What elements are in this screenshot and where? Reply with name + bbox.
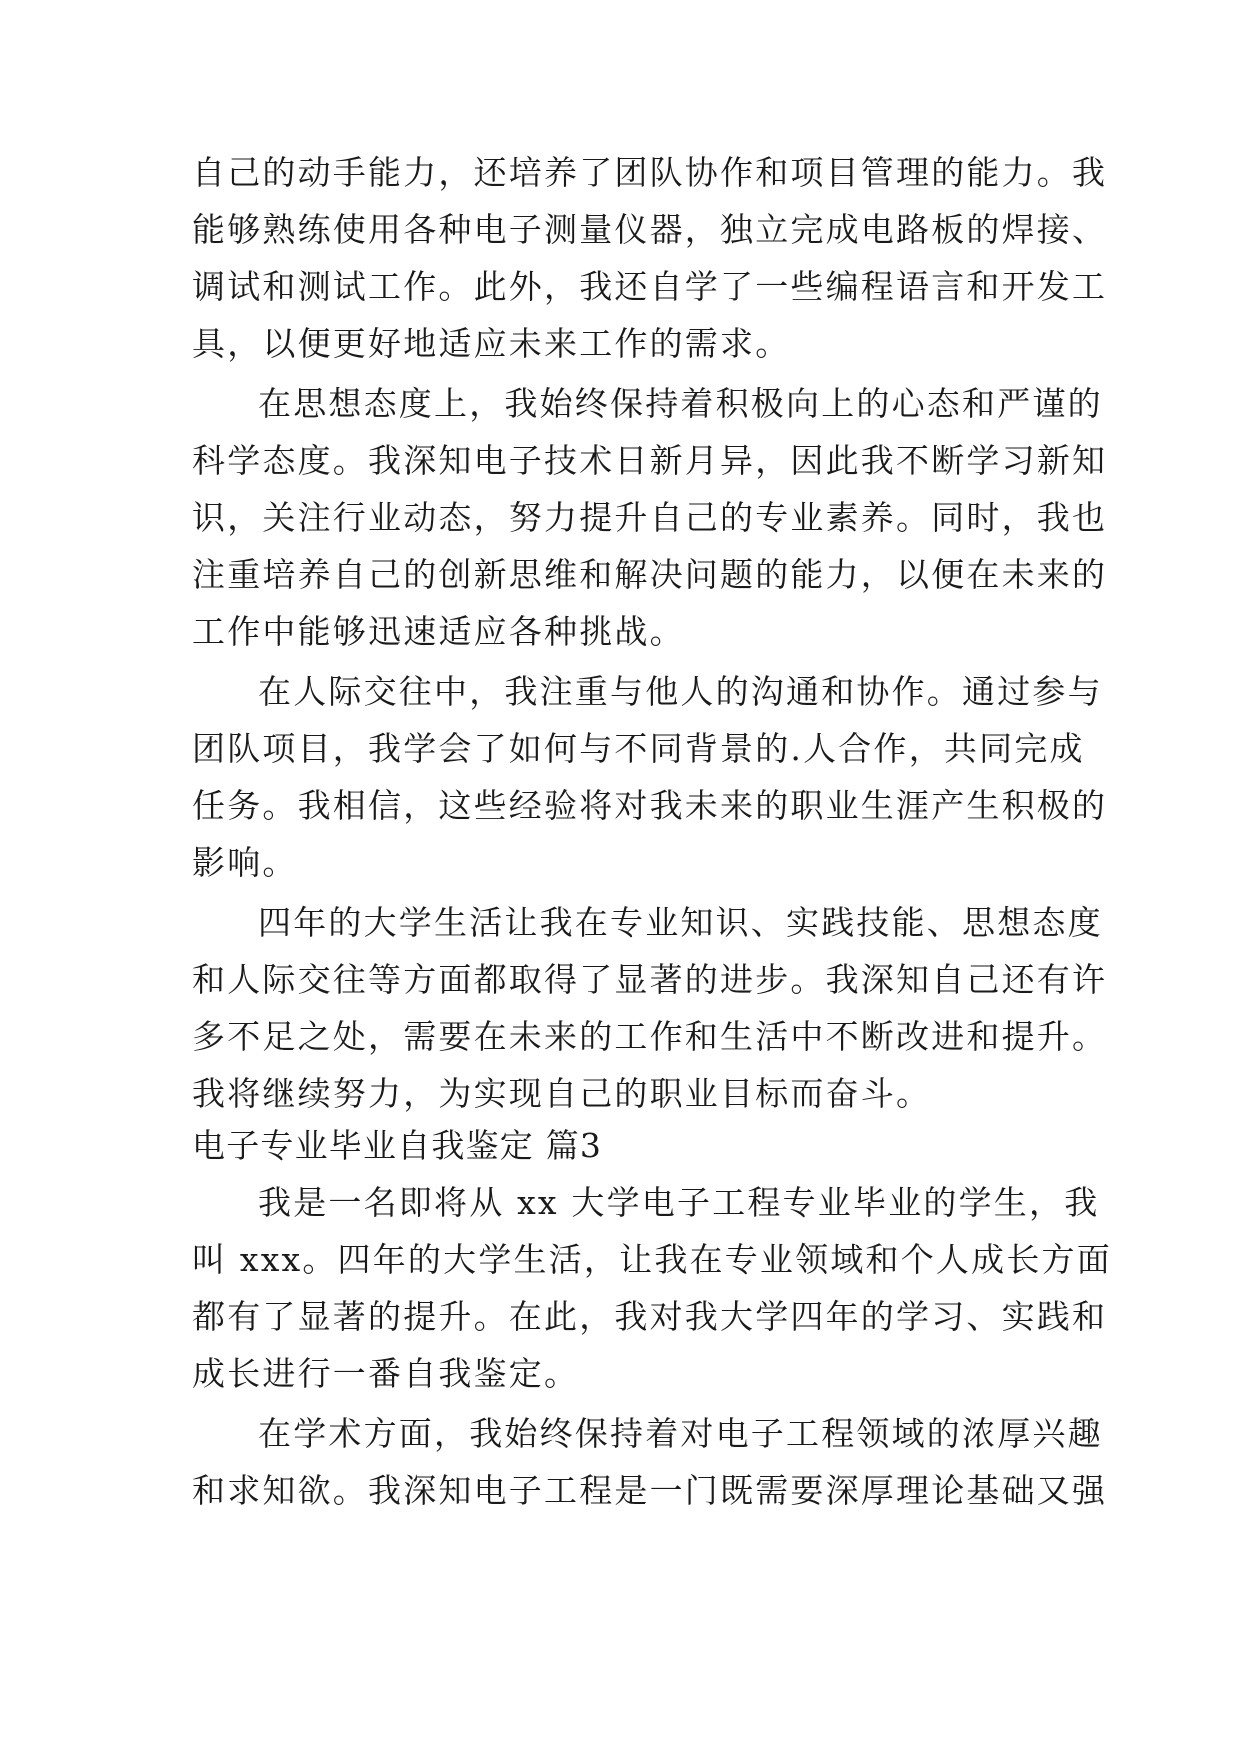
paragraph-line: 我将继续努力，为实现自己的职业目标而奋斗。 <box>192 1074 932 1113</box>
paragraph-line: 多不足之处，需要在未来的工作和生活中不断改进和提升。 <box>192 1017 1108 1056</box>
paragraph-line: 和求知欲。我深知电子工程是一门既需要深厚理论基础又强 <box>192 1471 1108 1510</box>
paragraph-first-line: 在学术方面，我始终保持着对电子工程领域的浓厚兴趣 <box>258 1414 1103 1453</box>
paragraph-line: 工作中能够迅速适应各种挑战。 <box>192 612 685 651</box>
paragraph-line: 叫 xxx。四年的大学生活，让我在专业领域和个人成长方面 <box>192 1240 1112 1279</box>
paragraph-line: 具，以便更好地适应未来工作的需求。 <box>192 324 791 363</box>
paragraph-line: 团队项目，我学会了如何与不同背景的.人合作，共同完成 <box>192 729 1085 768</box>
paragraph-line: 能够熟练使用各种电子测量仪器，独立完成电路板的焊接、 <box>192 210 1108 249</box>
paragraph-line: 成长进行一番自我鉴定。 <box>192 1354 580 1393</box>
paragraph-first-line: 在人际交往中，我注重与他人的沟通和协作。通过参与 <box>258 672 1103 711</box>
paragraph-line: 识，关注行业动态，努力提升自己的专业素养。同时，我也 <box>192 498 1108 537</box>
paragraph-line: 自己的动手能力，还培养了团队协作和项目管理的能力。我 <box>192 153 1108 192</box>
section-heading: 电子专业毕业自我鉴定 篇3 <box>192 1126 603 1165</box>
paragraph-line: 和人际交往等方面都取得了显著的进步。我深知自己还有许 <box>192 960 1108 999</box>
paragraph-line: 注重培养自己的创新思维和解决问题的能力，以便在未来的 <box>192 555 1108 594</box>
paragraph-line: 影响。 <box>192 843 298 882</box>
paragraph-line: 都有了显著的提升。在此，我对我大学四年的学习、实践和 <box>192 1297 1108 1336</box>
paragraph-first-line: 四年的大学生活让我在专业知识、实践技能、思想态度 <box>258 903 1103 942</box>
paragraph-first-line: 在思想态度上，我始终保持着积极向上的心态和严谨的 <box>258 384 1103 423</box>
paragraph-line: 任务。我相信，这些经验将对我未来的职业生涯产生积极的 <box>192 786 1108 825</box>
paragraph-line: 调试和测试工作。此外，我还自学了一些编程语言和开发工 <box>192 267 1108 306</box>
paragraph-line: 科学态度。我深知电子技术日新月异，因此我不断学习新知 <box>192 441 1108 480</box>
paragraph-first-line: 我是一名即将从 xx 大学电子工程专业毕业的学生，我 <box>258 1183 1100 1222</box>
